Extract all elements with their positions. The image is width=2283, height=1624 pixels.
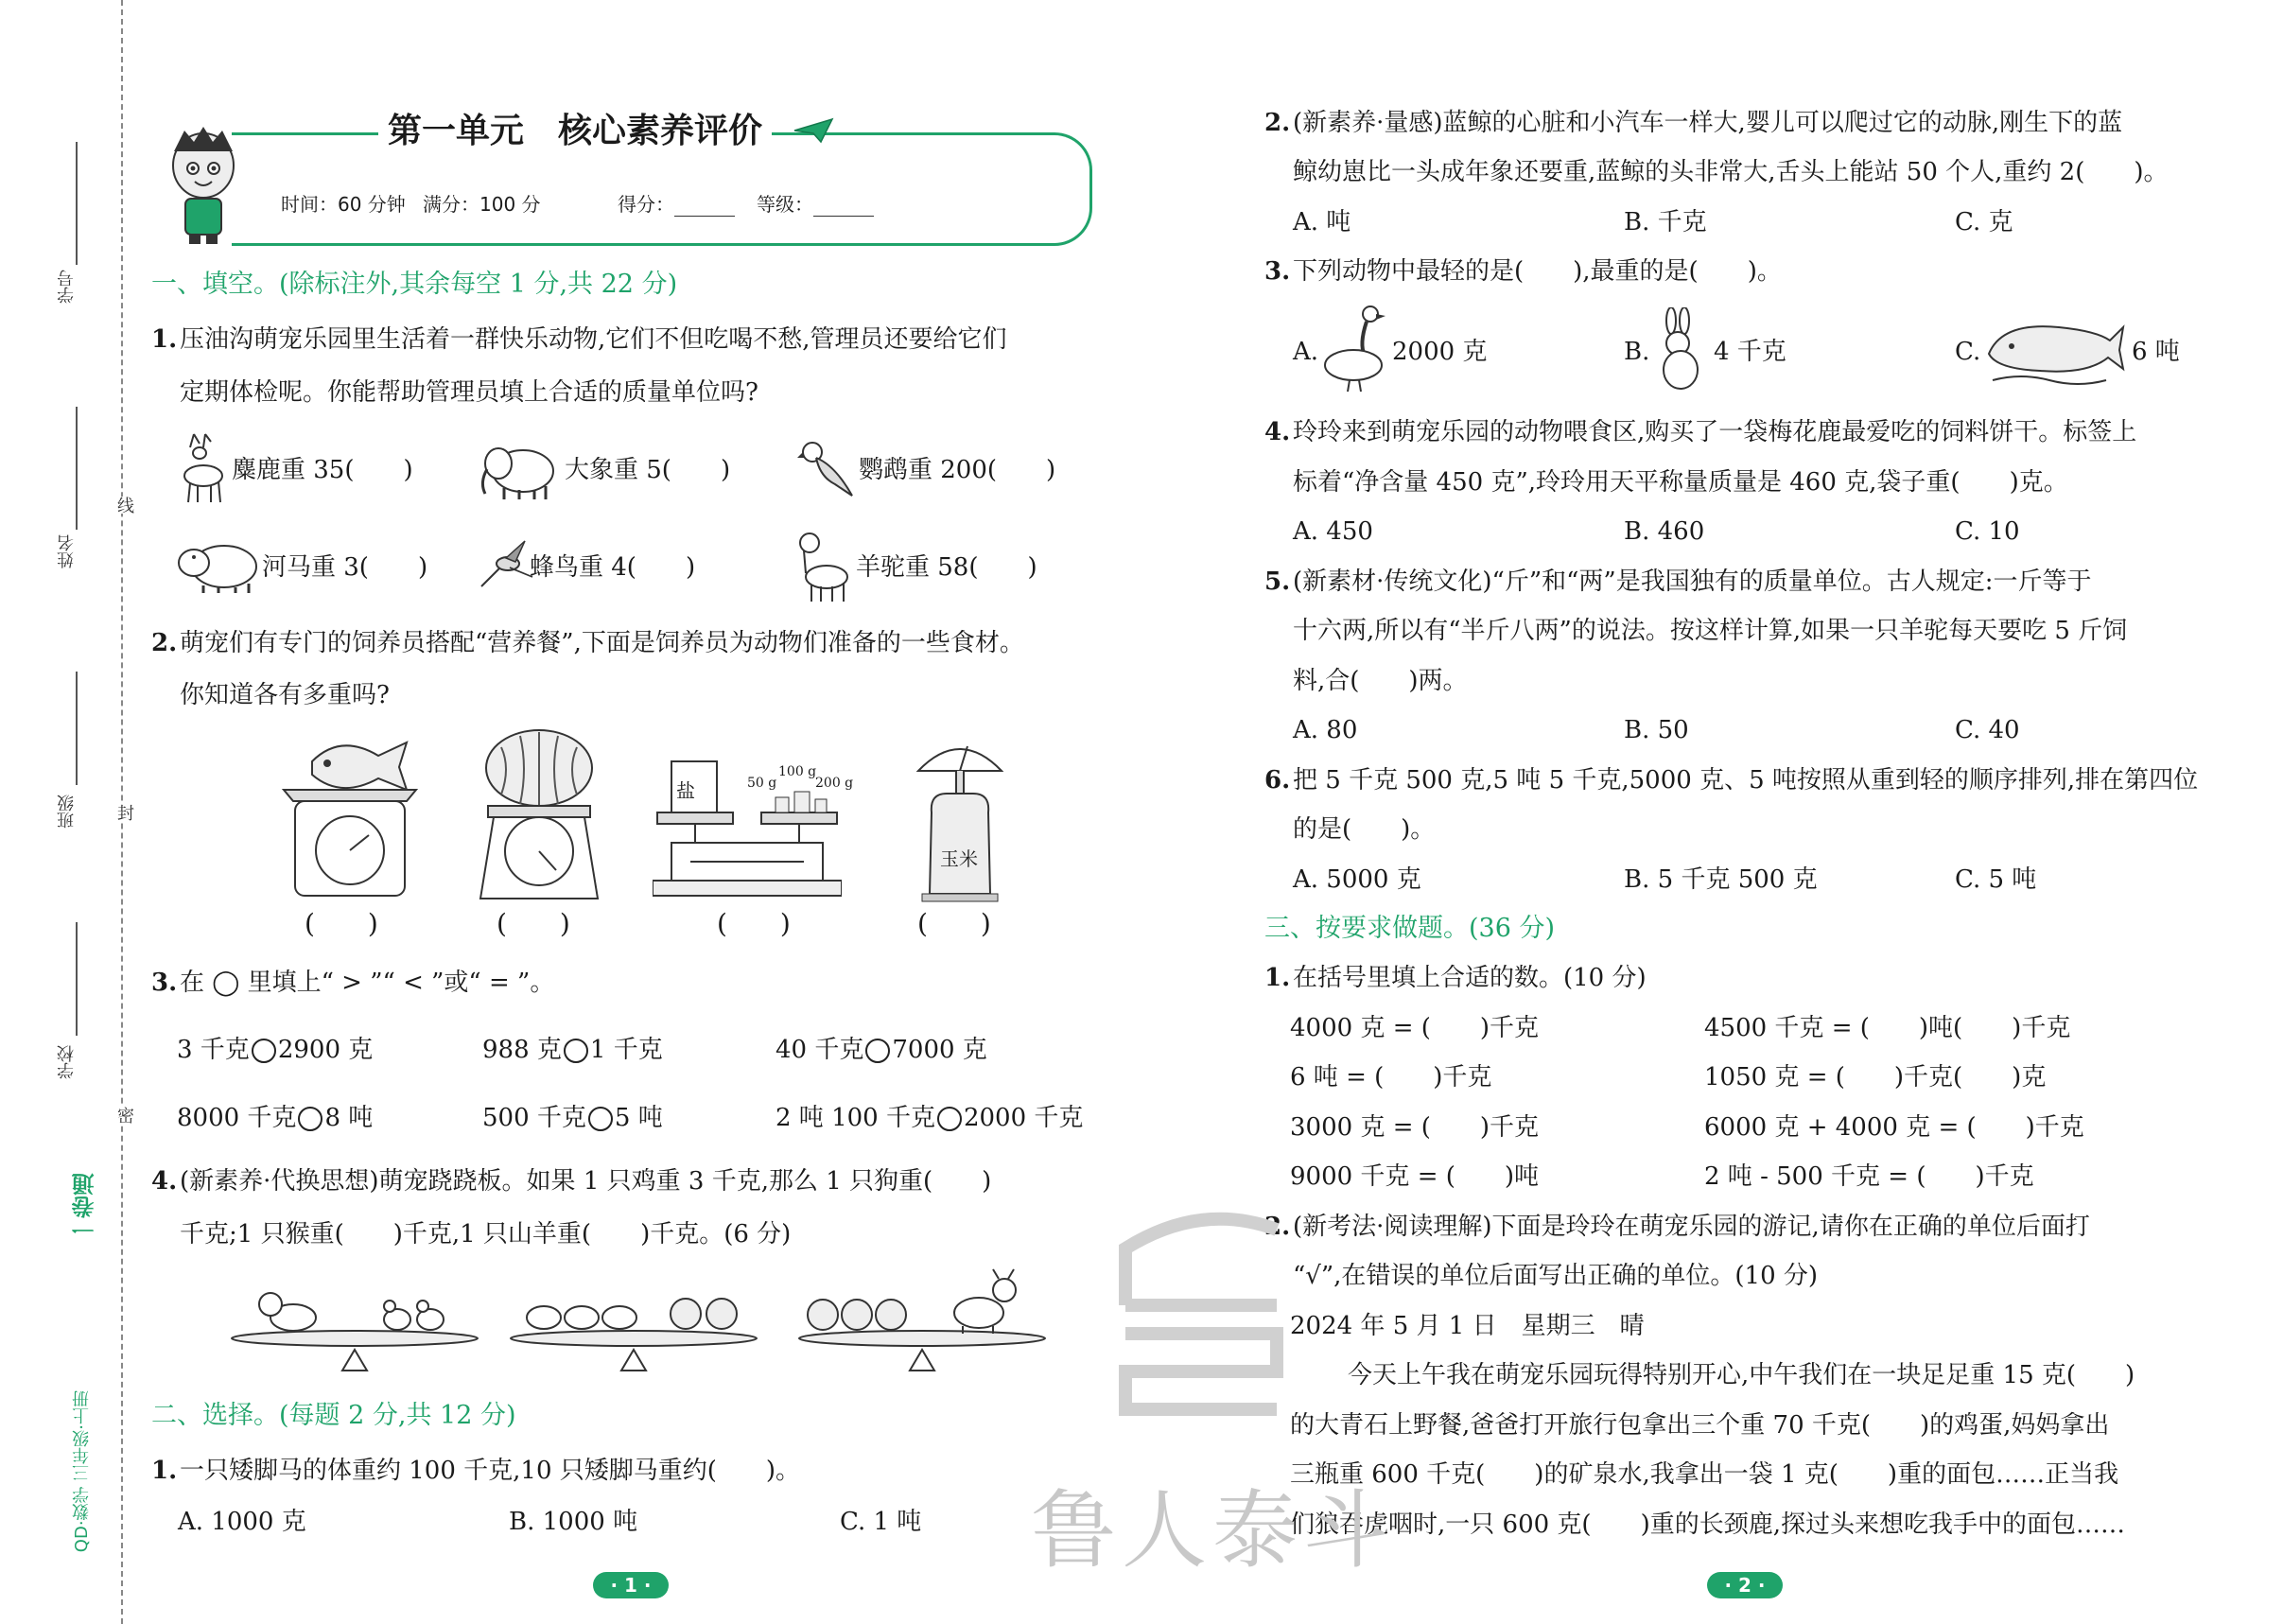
fish-on-scale-illustration bbox=[274, 733, 426, 903]
compare-item[interactable]: 2 吨 100 千克 2000 千克 bbox=[776, 1104, 1084, 1132]
animal-item[interactable]: 蜂鸟重 4( ) bbox=[530, 553, 696, 582]
compare-circle bbox=[564, 1039, 588, 1063]
question-number: 1. bbox=[151, 1457, 178, 1485]
student-id-label: 学号 bbox=[57, 270, 77, 304]
question-text: 萌宠们有专门的饲养员搭配“营养餐”,下面是饲养员为动物们准备的一些食材。 bbox=[180, 629, 1024, 657]
question-number: 1. bbox=[151, 325, 178, 354]
question-number: 5. bbox=[1264, 568, 1291, 596]
score-field[interactable] bbox=[618, 189, 735, 217]
score-label: 得分： bbox=[618, 193, 674, 216]
question-text: 定期体检呢。你能帮助管理员填上合适的质量单位吗? bbox=[180, 378, 758, 407]
student-id-line bbox=[76, 142, 78, 265]
question-text: 鲸幼崽比一头成年象还要重,蓝鲸的头非常大,舌头上能站 50 个人,重约 2( )。 bbox=[1293, 158, 2169, 186]
option-c[interactable]: C. 10 bbox=[1955, 517, 2020, 546]
whale-icon bbox=[1983, 312, 2125, 388]
cut-mark-1: 线 bbox=[112, 497, 136, 514]
compare-circle bbox=[937, 1107, 962, 1131]
hummingbird-icon bbox=[478, 539, 534, 592]
question-number: 2. bbox=[1264, 1213, 1291, 1241]
option-b-letter[interactable]: B. bbox=[1624, 338, 1650, 366]
question-text: 压油沟萌宠乐园里生活着一群快乐动物,它们不但吃喝不愁,管理员还要给它们 bbox=[180, 325, 1007, 354]
animal-item[interactable]: 羊驼重 58( ) bbox=[856, 553, 1037, 582]
diary-date: 2024 年 5 月 1 日 星期三 晴 bbox=[1290, 1312, 1645, 1340]
name-line bbox=[76, 407, 78, 530]
question-text: 料,合( )两。 bbox=[1293, 667, 1468, 695]
conversion-item[interactable]: 4000 克 = ( )千克 bbox=[1290, 1014, 1540, 1042]
animal-item[interactable]: 鹦鹉重 200( ) bbox=[859, 456, 1056, 484]
option-c-value: 6 吨 bbox=[2132, 338, 2180, 366]
animal-item[interactable]: 河马重 3( ) bbox=[262, 553, 428, 582]
option-a[interactable]: A. 5000 克 bbox=[1293, 865, 1421, 894]
page-title: 第一单元 核心素养评价 bbox=[378, 104, 772, 152]
cut-mark-3: 密 bbox=[112, 1107, 136, 1124]
seesaw-monkeys-goat-illustration bbox=[794, 1267, 1050, 1376]
compare-circle bbox=[588, 1107, 613, 1131]
question-number: 3. bbox=[1264, 257, 1291, 286]
answer-blank[interactable]: ( ) bbox=[305, 908, 378, 939]
section-3-title: 三、按要求做题。(36 分) bbox=[1264, 914, 1556, 943]
corn-bag-on-scale-illustration bbox=[913, 733, 1007, 903]
compare-circle bbox=[298, 1107, 322, 1131]
compare-circle bbox=[252, 1039, 276, 1063]
question-text: 你知道各有多重吗? bbox=[180, 681, 390, 709]
answer-blank[interactable]: ( ) bbox=[497, 908, 570, 939]
page-number: · 1 · bbox=[593, 1572, 669, 1598]
question-text: 下列动物中最轻的是( ),最重的是( )。 bbox=[1293, 257, 1782, 286]
option-c-letter[interactable]: C. bbox=[1955, 338, 1981, 366]
salt-label: 盐 bbox=[676, 779, 695, 802]
option-a[interactable]: A. 450 bbox=[1293, 517, 1373, 546]
conversion-item[interactable]: 9000 千克 = ( )吨 bbox=[1290, 1162, 1540, 1191]
watermelon-on-scale-illustration bbox=[473, 728, 605, 903]
hippo-icon bbox=[175, 534, 262, 595]
question-number: 3. bbox=[151, 969, 178, 997]
watermark-logo-icon bbox=[1107, 1211, 1296, 1438]
question-number: 4. bbox=[1264, 418, 1291, 446]
question-number: 1. bbox=[1264, 964, 1291, 992]
option-b[interactable]: B. 50 bbox=[1624, 716, 1689, 744]
diary-paragraph[interactable]: 三瓶重 600 千克( )的矿泉水,我拿出一袋 1 克( )重的面包……正当我 bbox=[1290, 1460, 2119, 1489]
option-c[interactable]: C. 1 吨 bbox=[840, 1508, 922, 1536]
compare-circle bbox=[865, 1039, 890, 1063]
option-a-value: 2000 克 bbox=[1392, 338, 1488, 366]
grade-label: 等级： bbox=[757, 193, 813, 216]
section-1-title: 一、填空。(除标注外,其余每空 1 分,共 22 分) bbox=[151, 270, 678, 299]
parrot-icon bbox=[797, 437, 856, 499]
section-2-title: 二、选择。(每题 2 分,共 12 分) bbox=[151, 1401, 516, 1430]
option-b[interactable]: B. 460 bbox=[1624, 517, 1705, 546]
option-c[interactable]: C. 5 吨 bbox=[1955, 865, 2037, 894]
compare-item[interactable]: 8000 千克 8 吨 bbox=[177, 1104, 374, 1132]
paper-plane-icon bbox=[793, 117, 834, 144]
conversion-item[interactable]: 6000 克 + 4000 克 = ( )千克 bbox=[1704, 1113, 2084, 1142]
school-line bbox=[76, 922, 78, 1036]
question-text: 标着“净含量 450 克”,玲玲用天平称量质量是 460 克,袋子重( )克。 bbox=[1293, 468, 2068, 497]
rabbit-icon bbox=[1652, 307, 1709, 393]
seesaw-dogs-monkeys-illustration bbox=[506, 1272, 761, 1376]
conversion-item[interactable]: 1050 克 = ( )千克( )克 bbox=[1704, 1063, 2047, 1091]
compare-item[interactable]: 3 千克 2900 克 bbox=[177, 1036, 374, 1064]
question-text: (新素养·代换思想)萌宠跷跷板。如果 1 只鸡重 3 千克,那么 1 只狗重( ) bbox=[180, 1167, 992, 1196]
question-text: (新考法·阅读理解)下面是玲玲在萌宠乐园的游记,请你在正确的单位后面打 bbox=[1293, 1213, 2090, 1241]
question-text: 十六两,所以有“半斤八两”的说法。按这样计算,如果一只羊驼每天要吃 5 斤饲 bbox=[1293, 617, 2128, 645]
question-number: 6. bbox=[1264, 766, 1291, 795]
diary-paragraph[interactable]: 今天上午我在萌宠乐园玩得特别开心,中午我们在一块足足重 15 克( ) bbox=[1348, 1361, 2135, 1389]
alpaca-icon bbox=[794, 530, 853, 603]
question-text: (新素材·传统文化)“斤”和“两”是我国独有的质量单位。古人规定:一斤等于 bbox=[1293, 568, 2092, 596]
compare-item[interactable]: 500 千克 5 吨 bbox=[482, 1104, 663, 1132]
conversion-item[interactable]: 6 吨 = ( )千克 bbox=[1290, 1063, 1492, 1091]
corn-label: 玉米 bbox=[940, 847, 978, 870]
weight-label: 200 g bbox=[815, 776, 854, 791]
option-a[interactable]: A. 吨 bbox=[1293, 208, 1351, 236]
animal-item[interactable]: 大象重 5( ) bbox=[565, 456, 731, 484]
brand-subtitle: QD·数学 三年级·上册 bbox=[72, 1390, 92, 1553]
animal-item[interactable]: 麋鹿重 35( ) bbox=[232, 456, 413, 484]
question-text: 在括号里填上合适的数。(10 分) bbox=[1293, 964, 1647, 992]
full-score: 满分：100 分 bbox=[423, 193, 541, 216]
conversion-item[interactable]: 3000 克 = ( )千克 bbox=[1290, 1113, 1540, 1142]
weight-label: 50 g bbox=[747, 776, 777, 791]
option-b-value: 4 千克 bbox=[1714, 338, 1786, 366]
cut-mark-2: 封 bbox=[112, 804, 136, 821]
seesaw-dog-chickens-illustration bbox=[227, 1272, 482, 1376]
page-number: · 2 · bbox=[1707, 1572, 1783, 1598]
option-c[interactable]: C. 40 bbox=[1955, 716, 2020, 744]
option-b[interactable]: B. 5 千克 500 克 bbox=[1624, 865, 1818, 894]
diary-paragraph[interactable]: 的大青石上野餐,爸爸打开旅行包拿出三个重 70 千克( )的鸡蛋,妈妈拿出 bbox=[1290, 1411, 2110, 1440]
question-number: 2. bbox=[1264, 109, 1291, 137]
compare-item[interactable]: 40 千克 7000 克 bbox=[776, 1036, 987, 1064]
question-text: 在 ◯ 里填上“ > ”“ < ”或“ = ”。 bbox=[180, 969, 555, 997]
class-line bbox=[76, 672, 78, 785]
option-c[interactable]: C. 克 bbox=[1955, 208, 2013, 236]
conversion-item[interactable]: 2 吨 - 500 千克 = ( )千克 bbox=[1704, 1162, 2034, 1191]
option-a[interactable]: A. 1000 克 bbox=[178, 1508, 306, 1536]
school-label: 学校 bbox=[57, 1045, 77, 1079]
class-label: 班级 bbox=[57, 795, 77, 829]
answer-blank[interactable]: ( ) bbox=[717, 908, 791, 939]
question-text: 玲玲来到萌宠乐园的动物喂食区,购买了一袋梅花鹿最爱吃的饲料饼干。标签上 bbox=[1293, 418, 2137, 446]
right-page bbox=[1142, 0, 2283, 1624]
question-number: 4. bbox=[151, 1167, 178, 1196]
question-text: 的是( )。 bbox=[1293, 815, 1436, 844]
option-a[interactable]: A. 80 bbox=[1293, 716, 1358, 744]
question-text: 把 5 千克 500 克,5 吨 5 千克,5000 克、5 吨按照从重到轻的顺序排列,排在第四位 bbox=[1293, 766, 2199, 795]
option-b[interactable]: B. 千克 bbox=[1624, 208, 1707, 236]
diary-paragraph[interactable]: 们狼吞虎咽时,一只 600 克( )重的长颈鹿,探过头来想吃我手中的面包…… bbox=[1290, 1510, 2125, 1539]
question-number: 2. bbox=[151, 629, 178, 657]
weight-label: 100 g bbox=[778, 764, 817, 779]
question-text: 千克;1 只猴重( )千克,1 只山羊重( )千克。(6 分) bbox=[180, 1220, 792, 1249]
option-a-letter[interactable]: A. bbox=[1293, 338, 1319, 366]
elephant-icon bbox=[476, 435, 561, 501]
compare-item[interactable]: 988 克 1 千克 bbox=[482, 1036, 663, 1064]
option-b[interactable]: B. 1000 吨 bbox=[509, 1508, 638, 1536]
deer-icon bbox=[175, 430, 230, 504]
conversion-item[interactable]: 4500 千克 = ( )吨( )千克 bbox=[1704, 1014, 2071, 1042]
question-text: 一只矮脚马的体重约 100 千克,10 只矮脚马重约( )。 bbox=[180, 1457, 801, 1485]
name-label: 姓名 bbox=[57, 534, 77, 568]
goose-icon bbox=[1321, 303, 1387, 393]
question-text: “√”,在错误的单位后面写出正确的单位。(10 分) bbox=[1293, 1262, 1819, 1290]
answer-blank[interactable]: ( ) bbox=[917, 908, 991, 939]
brand-logo: 一卷通 bbox=[72, 1173, 98, 1241]
watermark-text: 鲁人泰斗 bbox=[1031, 1481, 1394, 1580]
binding-margin bbox=[0, 0, 132, 1624]
grade-field[interactable] bbox=[757, 189, 874, 217]
question-text: (新素养·量感)蓝鲸的心脏和小汽车一样大,婴儿可以爬过它的动脉,刚生下的蓝 bbox=[1293, 109, 2123, 137]
time-limit: 时间：60 分钟 bbox=[281, 193, 406, 216]
